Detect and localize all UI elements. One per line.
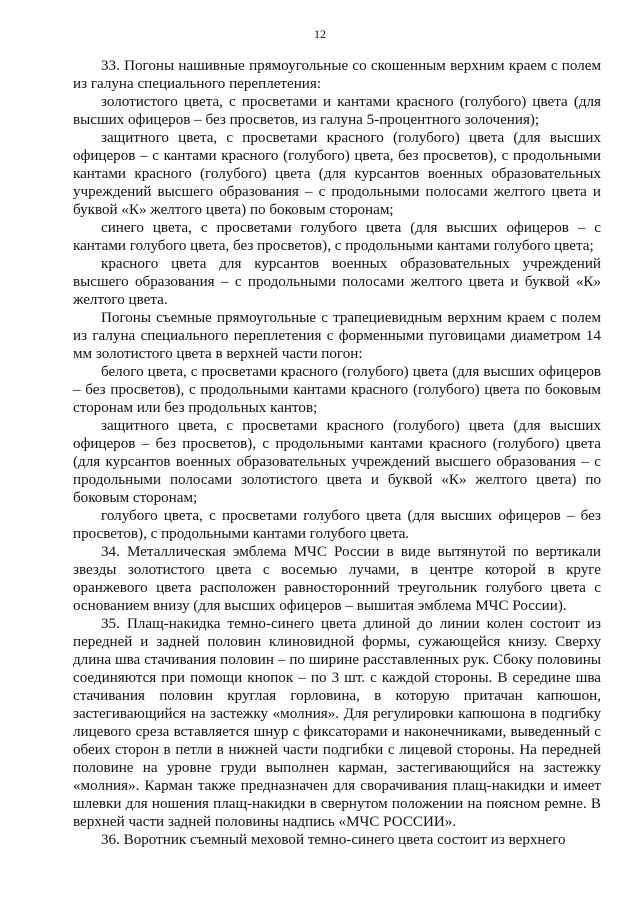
paragraph-white-shoulder-boards: белого цвета, с просветами красного (голубого) цвета (для высших офицеров – без просветов), с продольными кантами красного (голубого) цвета по боковым сторонам или без продольных кантов; (73, 364, 601, 416)
paragraph-removable-shoulder-boards: Погоны съемные прямоугольные с трапециевидным верхним краем с полем из галуна специального переплетения с форменными пуговицами диаметром 14 мм золотистого цвета в верхней части погон: (73, 310, 601, 362)
document-body (73, 57, 601, 849)
page-number: 12 (314, 27, 326, 41)
paragraph-blue-shoulder-boards: синего цвета, с просветами голубого цвета (для высших офицеров – с кантами голубого цвета, без просветов), с продольными кантами голубого цвета; (73, 220, 601, 254)
paragraph-golden-shoulder-boards: золотистого цвета, с просветами и кантами красного (голубого) цвета (для высших офицеров – без просветов, из галуна 5-процентного золочения); (73, 94, 601, 128)
paragraph-protective-removable-boards: защитного цвета, с просветами красного (голубого) цвета (для высших офицеров – без просветов), с продольными кантами красного (голубого) цвета (для курсантов военных образовательных учреждений высшего образования – с продольными полосами золотистого цвета и буквой «К» желтого цвета) по боковым сторонам; (73, 418, 601, 506)
paragraph-35-cape: 35. Плащ-накидка темно-синего цвета длиной до линии колен состоит из передней и задней половин клиновидной формы, сужающейся книзу. Сверху длина шва стачивания половин – по ширине расставленных рук. Сбоку половины соединяются при помощи кнопок – по 3 шт. с каждой стороны. В середине шва стачивания половин круглая горловина, в которую притачан капюшон, застегивающийся на застежку «молния». Для регулировки капюшона в подгибку лицевого среза вставляется шнур с фиксаторами и наконечниками, выведенный с обеих сторон в петли в нижней части подгибки с лицевой стороны. На передней половине на уровне груди выполнен карман, застегивающийся на застежку «молния». Карман также предназначен для сворачивания плащ-накидки и имеет шлевки для ношения плащ-накидки в свернутом положении на поясном ремне. В верхней части задней половины надпись «МЧС РОССИИ». (73, 616, 601, 830)
paragraph-red-shoulder-boards: красного цвета для курсантов военных образовательных учреждений высшего образования – с продольными полосами желтого цвета и буквой «К» желтого цвета. (73, 256, 601, 308)
paragraph-33-intro: 33. Погоны нашивные прямоугольные со скошенным верхним краем с полем из галуна специального переплетения: (73, 58, 601, 92)
paragraph-protective-shoulder-boards: защитного цвета, с просветами красного (голубого) цвета (для высших офицеров – с кантами красного (голубого) цвета, без просветов), с продольными кантами красного (голубого) цвета (для курсантов военных образовательных учреждений высшего образования – с продольными полосами желтого цвета и буквой «К» желтого цвета) по боковым сторонам; (73, 130, 601, 218)
paragraph-light-blue-boards: голубого цвета, с просветами голубого цвета (для высших офицеров – без просветов), с продольными кантами голубого цвета. (73, 508, 601, 542)
paragraph-34-emblem: 34. Металлическая эмблема МЧС России в виде вытянутой по вертикали звезды золотистого цвета с восемью лучами, в центре которой в круге оранжевого цвета расположен равносторонний треугольник голубого цвета с основанием внизу (для высших офицеров – вышитая эмблема МЧС России). (73, 544, 601, 614)
paragraph-36-collar: 36. Воротник съемный меховой темно-синего цвета состоит из верхнего (101, 832, 566, 848)
